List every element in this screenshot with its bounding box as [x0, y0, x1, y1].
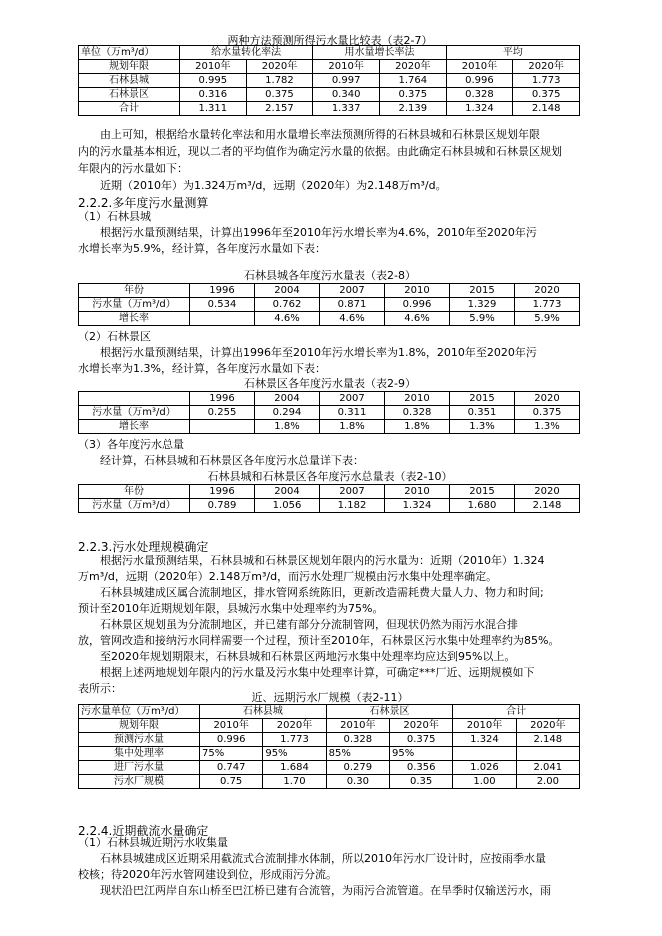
table-cell: 85%	[326, 747, 389, 761]
row-label: 污水量（万m³/d）	[79, 298, 190, 312]
table-cell: 1996	[190, 284, 255, 298]
paragraph-line: 经计算，石林县城和石林景区各年度污水总量详下表：	[100, 454, 364, 467]
table-cell: 0.996	[446, 74, 513, 88]
table-cell: 2020	[515, 485, 580, 499]
table-header-unit: 单位（万m³/d）	[79, 46, 180, 60]
table-cell: 0.351	[450, 406, 515, 420]
table-header-scenic: 石林景区	[326, 705, 453, 719]
table-cell-empty	[79, 392, 190, 406]
table-cell: 2004	[255, 485, 320, 499]
table-cell: 2020年	[516, 719, 579, 733]
table-cell: 1.782	[246, 74, 313, 88]
paragraph-line: 现状沿巴江两岸自东山桥至巴江桥已建有合流管，为雨污合流管道。在旱季时仅输送污水，雨	[100, 884, 551, 897]
table-cell: 0.316	[180, 88, 247, 102]
table-header-total: 合计	[453, 705, 580, 719]
table-2-11	[78, 704, 580, 789]
table-cell: 2010年	[446, 60, 513, 74]
table-cell: 2020年	[379, 60, 446, 74]
row-label: 增长率	[79, 420, 190, 434]
table-cell: 1.337	[313, 102, 380, 116]
table-cell: 2010年	[313, 60, 380, 74]
table-cell: 0.375	[515, 406, 580, 420]
table-cell: 0.328	[326, 733, 389, 747]
table-cell: 1.773	[263, 733, 326, 747]
paragraph-line: 放，管网改造和接纳污水同样需要一个过程，预计至2010年，石林景区污水集中处理率约为85%。	[78, 634, 560, 647]
section-heading-2-2-4: 2.2.4.近期截流水量确定	[78, 824, 209, 838]
table-cell: 2007	[320, 284, 385, 298]
table-cell: 0.328	[385, 406, 450, 420]
table-2-10	[78, 484, 580, 513]
table-cell: 0.340	[313, 88, 380, 102]
table-2-10-caption: 石林县城和石林景区各年度污水总量表（表2-10）	[207, 470, 453, 483]
table-cell: 0.997	[313, 74, 380, 88]
paragraph-line: 水增长率为1.3%，经计算，各年度污水量如下表：	[78, 362, 326, 375]
table-cell: 2.041	[516, 761, 579, 775]
table-cell: 2.148	[513, 102, 580, 116]
table-cell: 0.996	[200, 733, 263, 747]
table-2-9	[78, 391, 580, 434]
table-cell: 1.70	[263, 775, 326, 789]
paragraph-line: 由上可知，根据给水量转化率法和用水量增长率法预测所得的石林县城和石林景区规划年限	[100, 128, 540, 141]
paragraph-line: 根据污水量预测结果，计算出1996年至2010年污水增长率为4.6%，2010年至2020年污	[100, 226, 537, 239]
paragraph-line: 年限内的污水量如下：	[78, 162, 188, 175]
table-cell: 2020年	[389, 719, 452, 733]
table-cell: 1.056	[255, 499, 320, 513]
subheading: （2）石林景区	[78, 330, 151, 343]
paragraph-line: 内的污水量基本相近，现以二者的平均值作为确定污水量的依据。由此确定石林县城和石林景区规划	[78, 145, 562, 158]
paragraph-line: 石林县城建成区属合流制地区，排水管网系统陈旧，更新改造需耗费大量人力、物力和时间;	[100, 586, 544, 599]
table-cell: 2.148	[516, 733, 579, 747]
table-cell: 2015	[450, 392, 515, 406]
table-cell: 2015	[450, 485, 515, 499]
table-header-year: 年份	[79, 284, 190, 298]
row-label: 合计	[79, 102, 180, 116]
section-heading-2-2-3: 2.2.3.污水处理规模确定	[78, 540, 209, 554]
paragraph-line: 水增长率为5.9%，经计算，各年度污水量如下表：	[78, 242, 326, 255]
table-cell: 0.789	[190, 499, 255, 513]
table-cell: 0.294	[255, 406, 320, 420]
table-cell: 95%	[263, 747, 326, 761]
table-cell: 0.375	[379, 88, 446, 102]
table-cell: 1.8%	[385, 420, 450, 434]
table-cell: 0.356	[389, 761, 452, 775]
table-cell: 1996	[190, 392, 255, 406]
table-cell	[453, 747, 516, 761]
paragraph-line: 石林景区规划虽为分流制地区，并已建有部分分流制管网，但现状仍然为雨污水混合排	[100, 618, 518, 631]
table-2-11-caption: 近、远期污水厂规模（表2-11）	[251, 691, 409, 704]
row-label: 污水量（万m³/d）	[79, 406, 190, 420]
table-cell: 1.026	[453, 761, 516, 775]
table-cell: 1.00	[453, 775, 516, 789]
table-cell: 0.30	[326, 775, 389, 789]
table-cell	[516, 747, 579, 761]
table-cell: 2010年	[453, 719, 516, 733]
row-label: 预测污水量	[79, 733, 200, 747]
table-cell: 2007	[320, 392, 385, 406]
table-cell: 1.182	[320, 499, 385, 513]
table-header-county: 石林县城	[200, 705, 327, 719]
table-header-method1: 给水量转化率法	[180, 46, 313, 60]
subheading: （3）各年度污水总量	[78, 438, 184, 451]
table-header-average: 平均	[446, 46, 579, 60]
table-cell: 2010	[385, 284, 450, 298]
table-row	[79, 747, 580, 761]
table-row	[79, 74, 580, 88]
table-row	[79, 761, 580, 775]
table-cell: 2004	[255, 392, 320, 406]
table-cell: 1.773	[513, 74, 580, 88]
table-cell: 0.75	[200, 775, 263, 789]
table-cell: 2010	[385, 392, 450, 406]
table-row	[79, 733, 580, 747]
row-label: 进厂污水量	[79, 761, 200, 775]
row-label: 集中处理率	[79, 747, 200, 761]
table-cell: 5.9%	[515, 312, 580, 326]
table-2-9-caption: 石林景区各年度污水量表（表2-9）	[244, 377, 416, 390]
table-cell: 1.329	[450, 298, 515, 312]
paragraph-line: 根据上述两地规划年限内的污水量及污水集中处理率计算，可确定***厂近、远期规模如下	[100, 666, 535, 679]
table-cell: 1.3%	[450, 420, 515, 434]
table-cell: 95%	[389, 747, 452, 761]
table-cell: 2020	[515, 284, 580, 298]
row-label: 污水量（万m³/d）	[79, 499, 190, 513]
table-row	[79, 420, 580, 434]
table-cell	[190, 312, 255, 326]
table-cell: 0.871	[320, 298, 385, 312]
table-cell: 2020年	[246, 60, 313, 74]
table-row	[79, 499, 580, 513]
table-cell: 2.139	[379, 102, 446, 116]
table-cell: 0.311	[320, 406, 385, 420]
table-cell: 4.6%	[255, 312, 320, 326]
table-cell: 2020年	[263, 719, 326, 733]
table-cell: 1.684	[263, 761, 326, 775]
table-row	[79, 406, 580, 420]
table-header-year: 年份	[79, 485, 190, 499]
table-row	[79, 88, 580, 102]
table-cell	[190, 420, 255, 434]
table-cell: 2.148	[515, 499, 580, 513]
table-cell: 4.6%	[320, 312, 385, 326]
paragraph-line: 至2020年规划期限末，石林县城和石林景区两地污水集中处理率均应达到95%以上。	[100, 650, 516, 663]
row-label: 增长率	[79, 312, 190, 326]
table-cell: 2007	[320, 485, 385, 499]
table-2-8-caption: 石林县城各年度污水量表（表2-8）	[244, 269, 416, 282]
table-cell: 0.375	[513, 88, 580, 102]
table-2-7-caption: 两种方法预测所得污水量比较表（表2-7）	[227, 34, 433, 47]
table-row	[79, 102, 580, 116]
table-cell: 1.8%	[255, 420, 320, 434]
table-cell: 2010年	[200, 719, 263, 733]
table-cell: 4.6%	[385, 312, 450, 326]
table-cell: 0.328	[446, 88, 513, 102]
section-heading-2-2-2: 2.2.2.多年度污水量测算	[78, 196, 209, 210]
table-header-method2: 用水量增长率法	[313, 46, 446, 60]
table-cell: 1.3%	[515, 420, 580, 434]
table-cell: 1.773	[515, 298, 580, 312]
table-2-8	[78, 283, 580, 326]
table-cell: 2010年	[326, 719, 389, 733]
table-cell: 2010年	[180, 60, 247, 74]
table-cell: 2004	[255, 284, 320, 298]
table-cell: 2020	[515, 392, 580, 406]
table-cell: 0.279	[326, 761, 389, 775]
table-cell: 0.35	[389, 775, 452, 789]
table-cell: 2.00	[516, 775, 579, 789]
table-cell: 75%	[200, 747, 263, 761]
paragraph-line: 近期（2010年）为1.324万m³/d，远期（2020年）为2.148万m³/d。	[100, 179, 447, 192]
table-cell: 2.157	[246, 102, 313, 116]
table-cell: 0.996	[385, 298, 450, 312]
table-cell: 1.324	[446, 102, 513, 116]
table-2-7	[78, 45, 580, 116]
table-cell: 0.255	[190, 406, 255, 420]
subheading: （1）石林县城	[78, 210, 151, 223]
table-header-year: 规划年限	[79, 719, 200, 733]
table-cell: 1.764	[379, 74, 446, 88]
paragraph-line: 根据污水量预测结果，石林县城和石林景区规划年限内的污水量为：近期（2010年）1.324	[100, 554, 545, 567]
paragraph-line: 预计至2010年近期规划年限，县城污水集中处理率约为75%。	[78, 602, 384, 615]
table-cell: 2010	[385, 485, 450, 499]
table-cell: 0.762	[255, 298, 320, 312]
table-cell: 0.534	[190, 298, 255, 312]
table-cell: 2015	[450, 284, 515, 298]
paragraph-line: 根据污水量预测结果，计算出1996年至2010年污水增长率为1.8%，2010年至2020年污	[100, 346, 537, 359]
table-row	[79, 298, 580, 312]
row-label: 石林县城	[79, 74, 180, 88]
paragraph-line: 石林县城建成区近期采用截流式合流制排水体制，所以2010年污水厂设计时，应按雨季水量	[100, 852, 546, 865]
table-cell: 0.375	[389, 733, 452, 747]
paragraph-line: 校核；待2020年污水管网建设到位，形成雨污分流。	[78, 868, 337, 881]
table-cell: 0.375	[246, 88, 313, 102]
subheading: （1）石林县城近期污水收集量	[78, 836, 228, 849]
paragraph-line: 万m³/d，远期（2020年）2.148万m³/d，而污水处理厂规模由污水集中处理率确定。	[78, 570, 498, 583]
table-cell: 1996	[190, 485, 255, 499]
table-header-year: 规划年限	[79, 60, 180, 74]
row-label: 污水厂规模	[79, 775, 200, 789]
row-label: 石林景区	[79, 88, 180, 102]
table-header-unit: 污水量单位（万m³/d）	[79, 705, 200, 719]
table-cell: 1.8%	[320, 420, 385, 434]
table-row	[79, 775, 580, 789]
paragraph-line: 表所示：	[78, 682, 122, 695]
table-cell: 2020年	[513, 60, 580, 74]
table-cell: 0.995	[180, 74, 247, 88]
table-cell: 1.324	[453, 733, 516, 747]
table-row	[79, 312, 580, 326]
table-cell: 1.311	[180, 102, 247, 116]
table-cell: 1.680	[450, 499, 515, 513]
table-cell: 1.324	[385, 499, 450, 513]
table-cell: 0.747	[200, 761, 263, 775]
table-cell: 5.9%	[450, 312, 515, 326]
